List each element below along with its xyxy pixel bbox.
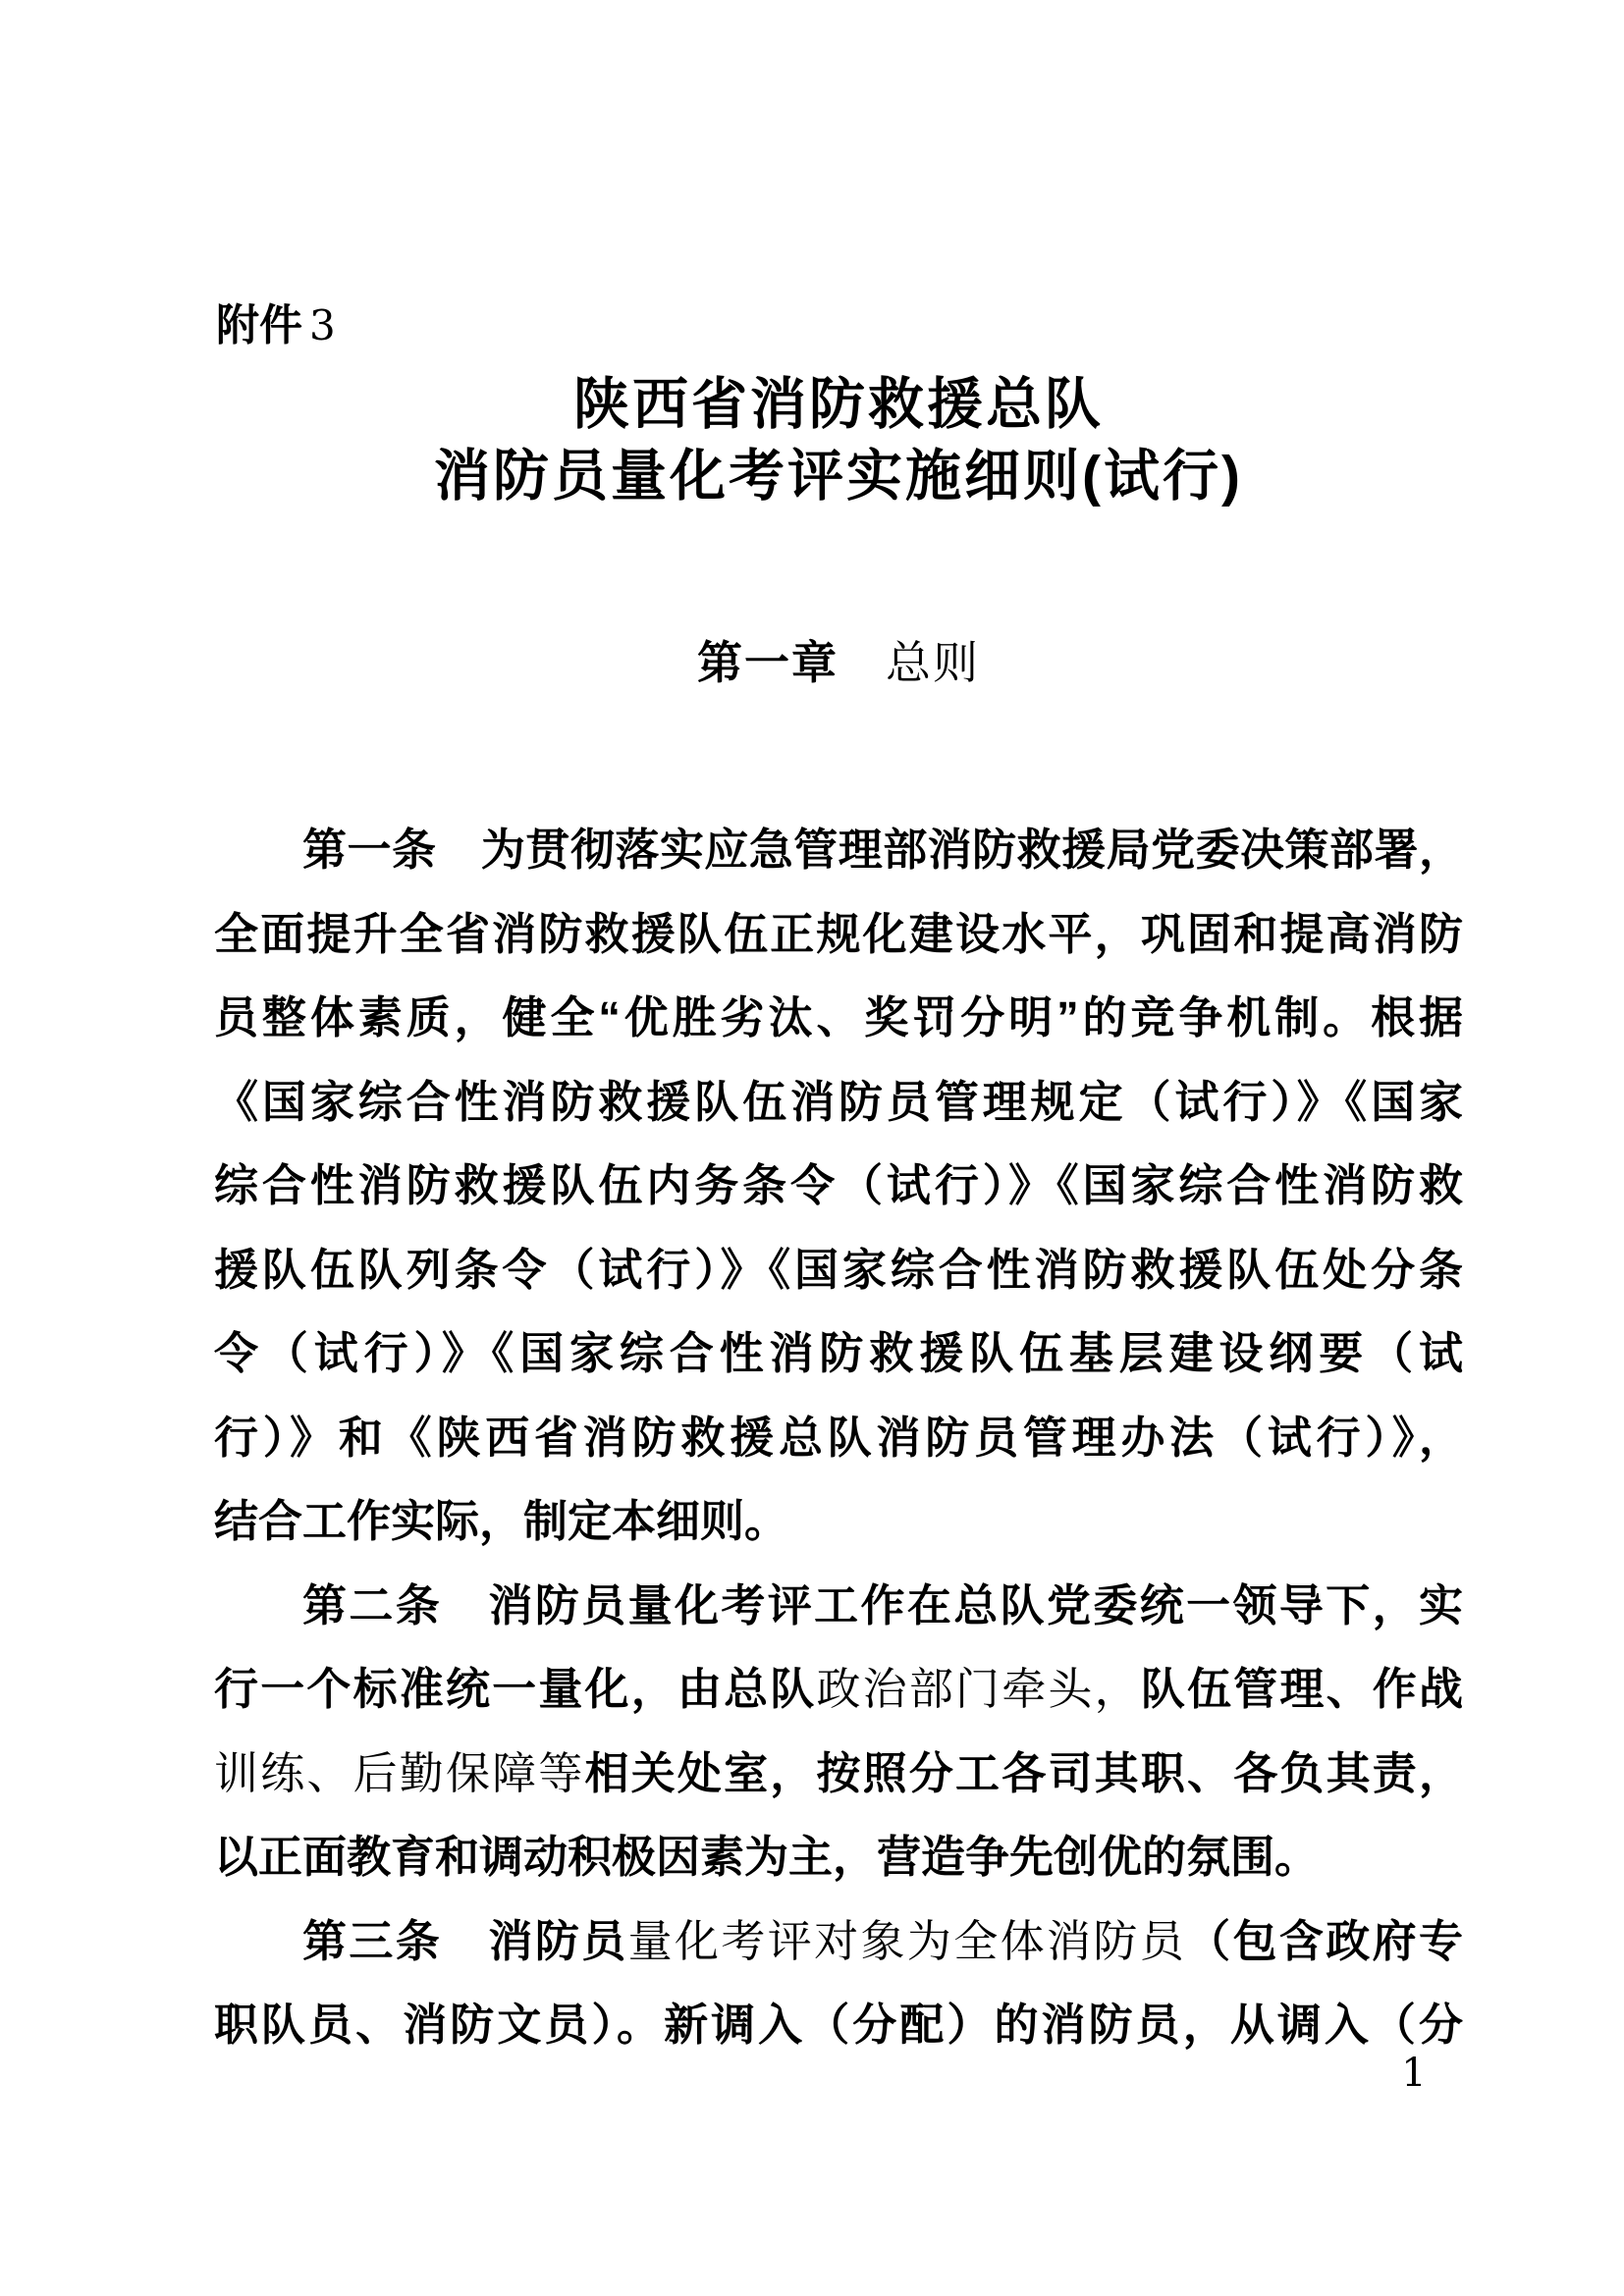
body-line [214,1815,1463,1899]
text-run: 第三条 [302,1915,443,1966]
page-number: 1 [1401,2051,1427,2096]
text-run: 队伍管理、作战 [1140,1664,1463,1714]
text-run: （包含政府专 [1186,1915,1463,1966]
attachment-number: 3 [309,301,336,349]
text-run: 相关处室，按照分工各司其职、各负其责， [584,1747,1463,1798]
attachment-label [216,302,336,349]
text-run: 第一条 [302,825,437,875]
body-line [214,1060,1463,1145]
document-title-line2: 消防员量化考评实施细则(试行) [434,445,1243,507]
text-run: 令（试行）》《国家综合性消防救援队伍基层建设纲要（试 [214,1328,1463,1378]
body-line [214,1144,1463,1228]
text-run: 消防员量化考评工作在总队党委统一领导下，实 [442,1579,1463,1630]
text-run: 结合工作实际，制定本细则。 [214,1496,789,1546]
text-run: 行一个标准统一量化，由总队 [214,1664,817,1714]
body-line [214,1732,1463,1816]
body-line [214,1396,1463,1480]
attachment-label-text: 附件 [216,301,302,349]
text-run: 政治部门牵头， [816,1664,1141,1714]
text-run: 员整体素质，健全“优胜劣汰、奖罚分明”的竞争机制。根据 [214,992,1463,1042]
text-run: 职队员、消防文员）。新调入（分配）的消防员，从调入（分 [214,2000,1463,2050]
text-run: 消防员 [442,1915,628,1966]
body-line [214,1228,1463,1312]
body-line [214,1899,1463,1984]
text-run: 《国家综合性消防救援队伍消防员管理规定（试行）》《国家 [214,1076,1463,1127]
chapter-name: 总则 [886,637,980,688]
text-run: 为贯彻落实应急管理部消防救援局党委决策部署， [436,825,1463,875]
text-run: 行）》和《陕西省消防救援总队消防员管理办法（试行）》， [214,1412,1463,1463]
body-line [214,1983,1463,2067]
body-line [214,1479,1463,1564]
chapter-heading [214,636,1463,690]
body-text [214,808,1463,2067]
body-line [214,1311,1463,1396]
text-run: 量化考评对象为全体消防员 [627,1915,1187,1966]
text-run: 综合性消防救援队伍内务条令（试行）》《国家综合性消防救 [214,1160,1463,1210]
body-line [214,808,1463,892]
chapter-number: 第一章 [697,637,839,688]
text-run: 全面提升全省消防救援队伍正规化建设水平，巩固和提高消防 [214,908,1463,959]
text-run: 以正面教育和调动积极因素为主，营造争先创优的氛围。 [214,1832,1320,1882]
text-run: 第二条 [302,1579,443,1630]
document-title-line1: 陕西省消防救援总队 [573,373,1104,436]
body-line [214,1647,1463,1732]
body-line [214,1564,1463,1648]
text-run: 援队伍队列条令（试行）》《国家综合性消防救援队伍处分条 [214,1244,1463,1295]
body-line [214,892,1463,977]
text-run: 训练、后勤保障等 [214,1747,585,1798]
body-line [214,976,1463,1060]
